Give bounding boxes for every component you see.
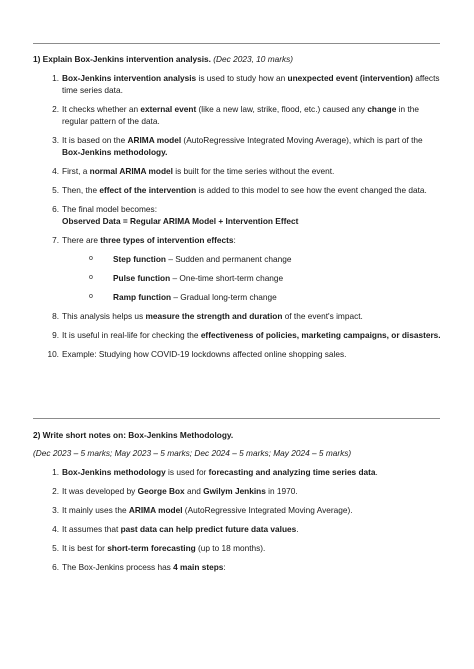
text: is added to this model to see how the event changed the data. xyxy=(196,185,427,195)
text: Example: Studying how COVID-19 lockdowns affected online shopping sales. xyxy=(62,349,347,359)
list-item-number: 3. xyxy=(52,135,59,145)
list-item-number: 6. xyxy=(52,204,59,214)
bold-text: Box-Jenkins methodology xyxy=(62,467,166,477)
section-1-list xyxy=(33,72,441,360)
list-item-number: 7. xyxy=(52,235,59,245)
list-item-text xyxy=(62,524,299,534)
bold-text: ARIMA model xyxy=(127,135,182,145)
list-item-text xyxy=(62,467,378,477)
section-2-list xyxy=(33,466,441,573)
bold-text: 4 main steps xyxy=(173,562,224,572)
list-item-text xyxy=(62,330,441,340)
list-item-text xyxy=(62,486,298,496)
bold-text: external event xyxy=(140,104,197,114)
bold-text: forecasting and analyzing time series data xyxy=(208,467,376,477)
list-item-number: 5. xyxy=(52,185,59,195)
text: It was developed by xyxy=(62,486,138,496)
section-divider-top xyxy=(33,43,440,44)
text: (up to 18 months). xyxy=(195,543,266,553)
circle-bullet-icon: o xyxy=(89,293,93,300)
section-2 xyxy=(33,429,441,573)
bold-text: short-term forecasting xyxy=(107,543,196,553)
text: There are xyxy=(62,235,101,245)
text: – Gradual long-term change xyxy=(171,292,277,302)
text: It checks whether an xyxy=(62,104,141,114)
list-item-text xyxy=(62,166,334,176)
bold-text: three types of intervention effects xyxy=(100,235,234,245)
bold-text: effect of the intervention xyxy=(99,185,197,195)
bold-text: George Box xyxy=(137,486,185,496)
bold-text: Gwilym Jenkins xyxy=(203,486,266,496)
list-item xyxy=(33,310,441,322)
list-item-text xyxy=(62,543,265,553)
text: in the regular pattern of the data. xyxy=(62,104,419,126)
section-1 xyxy=(33,53,441,360)
section-1-marks: (Dec 2023, 10 marks) xyxy=(213,54,294,64)
bold-text: normal ARIMA model xyxy=(89,166,173,176)
text: – Sudden and permanent change xyxy=(166,254,292,264)
section-2-marks: (Dec 2023 – 5 marks; May 2023 – 5 marks; Dec 2024 – 5 marks; May 2024 – 5 marks) xyxy=(33,448,352,458)
text: and xyxy=(184,486,204,496)
bold-text: past data can help predict future data values xyxy=(120,524,297,534)
list-item-number: 3. xyxy=(52,505,59,515)
text: . xyxy=(375,467,378,477)
list-item-number: 1. xyxy=(52,73,59,83)
list-item-text xyxy=(62,104,419,126)
list-item xyxy=(33,234,441,303)
bold-text: change xyxy=(367,104,397,114)
text: is built for the time series without the event. xyxy=(172,166,335,176)
text: It is based on the xyxy=(62,135,128,145)
bold-text: ARIMA model xyxy=(128,505,183,515)
text: This analysis helps us xyxy=(62,311,146,321)
list-item xyxy=(33,134,441,158)
text: It assumes that xyxy=(62,524,121,534)
list-item xyxy=(33,165,441,177)
bold-text: Ramp function xyxy=(113,292,172,302)
text: : xyxy=(233,235,236,245)
list-item xyxy=(33,103,441,127)
sub-list-item-text xyxy=(113,273,283,283)
list-item-number: 2. xyxy=(52,486,59,496)
list-item-number: 8. xyxy=(52,311,59,321)
sub-list xyxy=(62,253,441,303)
bold-text: Box-Jenkins methodology. xyxy=(62,147,168,157)
text: affects time series data. xyxy=(62,73,440,95)
section-2-title: 2) Write short notes on: Box-Jenkins Methodology. xyxy=(33,430,234,440)
list-item xyxy=(33,184,441,196)
list-item-number: 4. xyxy=(52,524,59,534)
text: is used for xyxy=(165,467,209,477)
text: It is best for xyxy=(62,543,108,553)
text: (AutoRegressive Integrated Moving Average). xyxy=(182,505,353,515)
bold-text: Step function xyxy=(113,254,167,264)
bold-text: measure the strength and duration xyxy=(145,311,283,321)
text: – One-time short-term change xyxy=(170,273,284,283)
list-item-text xyxy=(62,204,298,226)
list-item xyxy=(33,504,441,516)
sub-list-item xyxy=(62,272,441,284)
list-item-number: 1. xyxy=(52,467,59,477)
circle-bullet-icon: o xyxy=(89,274,93,281)
list-item-number: 2. xyxy=(52,104,59,114)
list-item-text xyxy=(62,505,353,515)
list-item-text xyxy=(62,135,423,157)
text: First, a xyxy=(62,166,90,176)
sub-list-item-text xyxy=(113,254,292,264)
list-item-number: 6. xyxy=(52,562,59,572)
list-item-text xyxy=(62,185,427,195)
text: (AutoRegressive Integrated Moving Average), which is part of the xyxy=(181,135,423,145)
list-item-text xyxy=(62,562,226,572)
list-item xyxy=(33,542,441,554)
text: It is useful in real-life for checking the xyxy=(62,330,201,340)
list-item xyxy=(33,72,441,96)
section-1-title-text: 1) Explain Box-Jenkins intervention analysis. xyxy=(33,54,211,64)
sub-list-item xyxy=(62,253,441,265)
text: of the event's impact. xyxy=(282,311,363,321)
bold-text: Pulse function xyxy=(113,273,171,283)
list-item-number: 4. xyxy=(52,166,59,176)
list-item xyxy=(33,485,441,497)
text: (like a new law, strike, flood, etc.) caused any xyxy=(196,104,368,114)
list-item-number: 10. xyxy=(47,349,59,359)
list-item xyxy=(33,329,441,341)
list-item-number: 9. xyxy=(52,330,59,340)
bold-text: unexpected event (intervention) xyxy=(287,73,413,83)
section-1-title xyxy=(33,53,441,65)
list-item xyxy=(33,203,441,227)
bold-text: Observed Data = Regular ARIMA Model + Intervention Effect xyxy=(62,216,299,226)
bold-text: effectiveness of policies, marketing campaigns, or disasters. xyxy=(200,330,441,340)
text: is used to study how an xyxy=(196,73,288,83)
text: in 1970. xyxy=(265,486,298,496)
sub-list-item xyxy=(62,291,441,303)
list-item xyxy=(33,561,441,573)
list-item xyxy=(33,523,441,535)
text: . xyxy=(296,524,299,534)
text: The Box-Jenkins process has xyxy=(62,562,174,572)
list-item-text xyxy=(62,349,346,359)
bold-text: Box-Jenkins intervention analysis xyxy=(62,73,197,83)
text: It mainly uses the xyxy=(62,505,129,515)
list-item-number: 5. xyxy=(52,543,59,553)
circle-bullet-icon: o xyxy=(89,255,93,262)
text: The final model becomes: xyxy=(62,204,158,214)
sub-list-item-text xyxy=(113,292,277,302)
list-item-text xyxy=(62,73,440,95)
list-item xyxy=(33,348,441,360)
list-item-text xyxy=(62,235,236,245)
list-item-text xyxy=(62,311,363,321)
section-divider-middle xyxy=(33,418,440,419)
text: Then, the xyxy=(62,185,100,195)
list-item xyxy=(33,466,441,478)
text: : xyxy=(223,562,226,572)
